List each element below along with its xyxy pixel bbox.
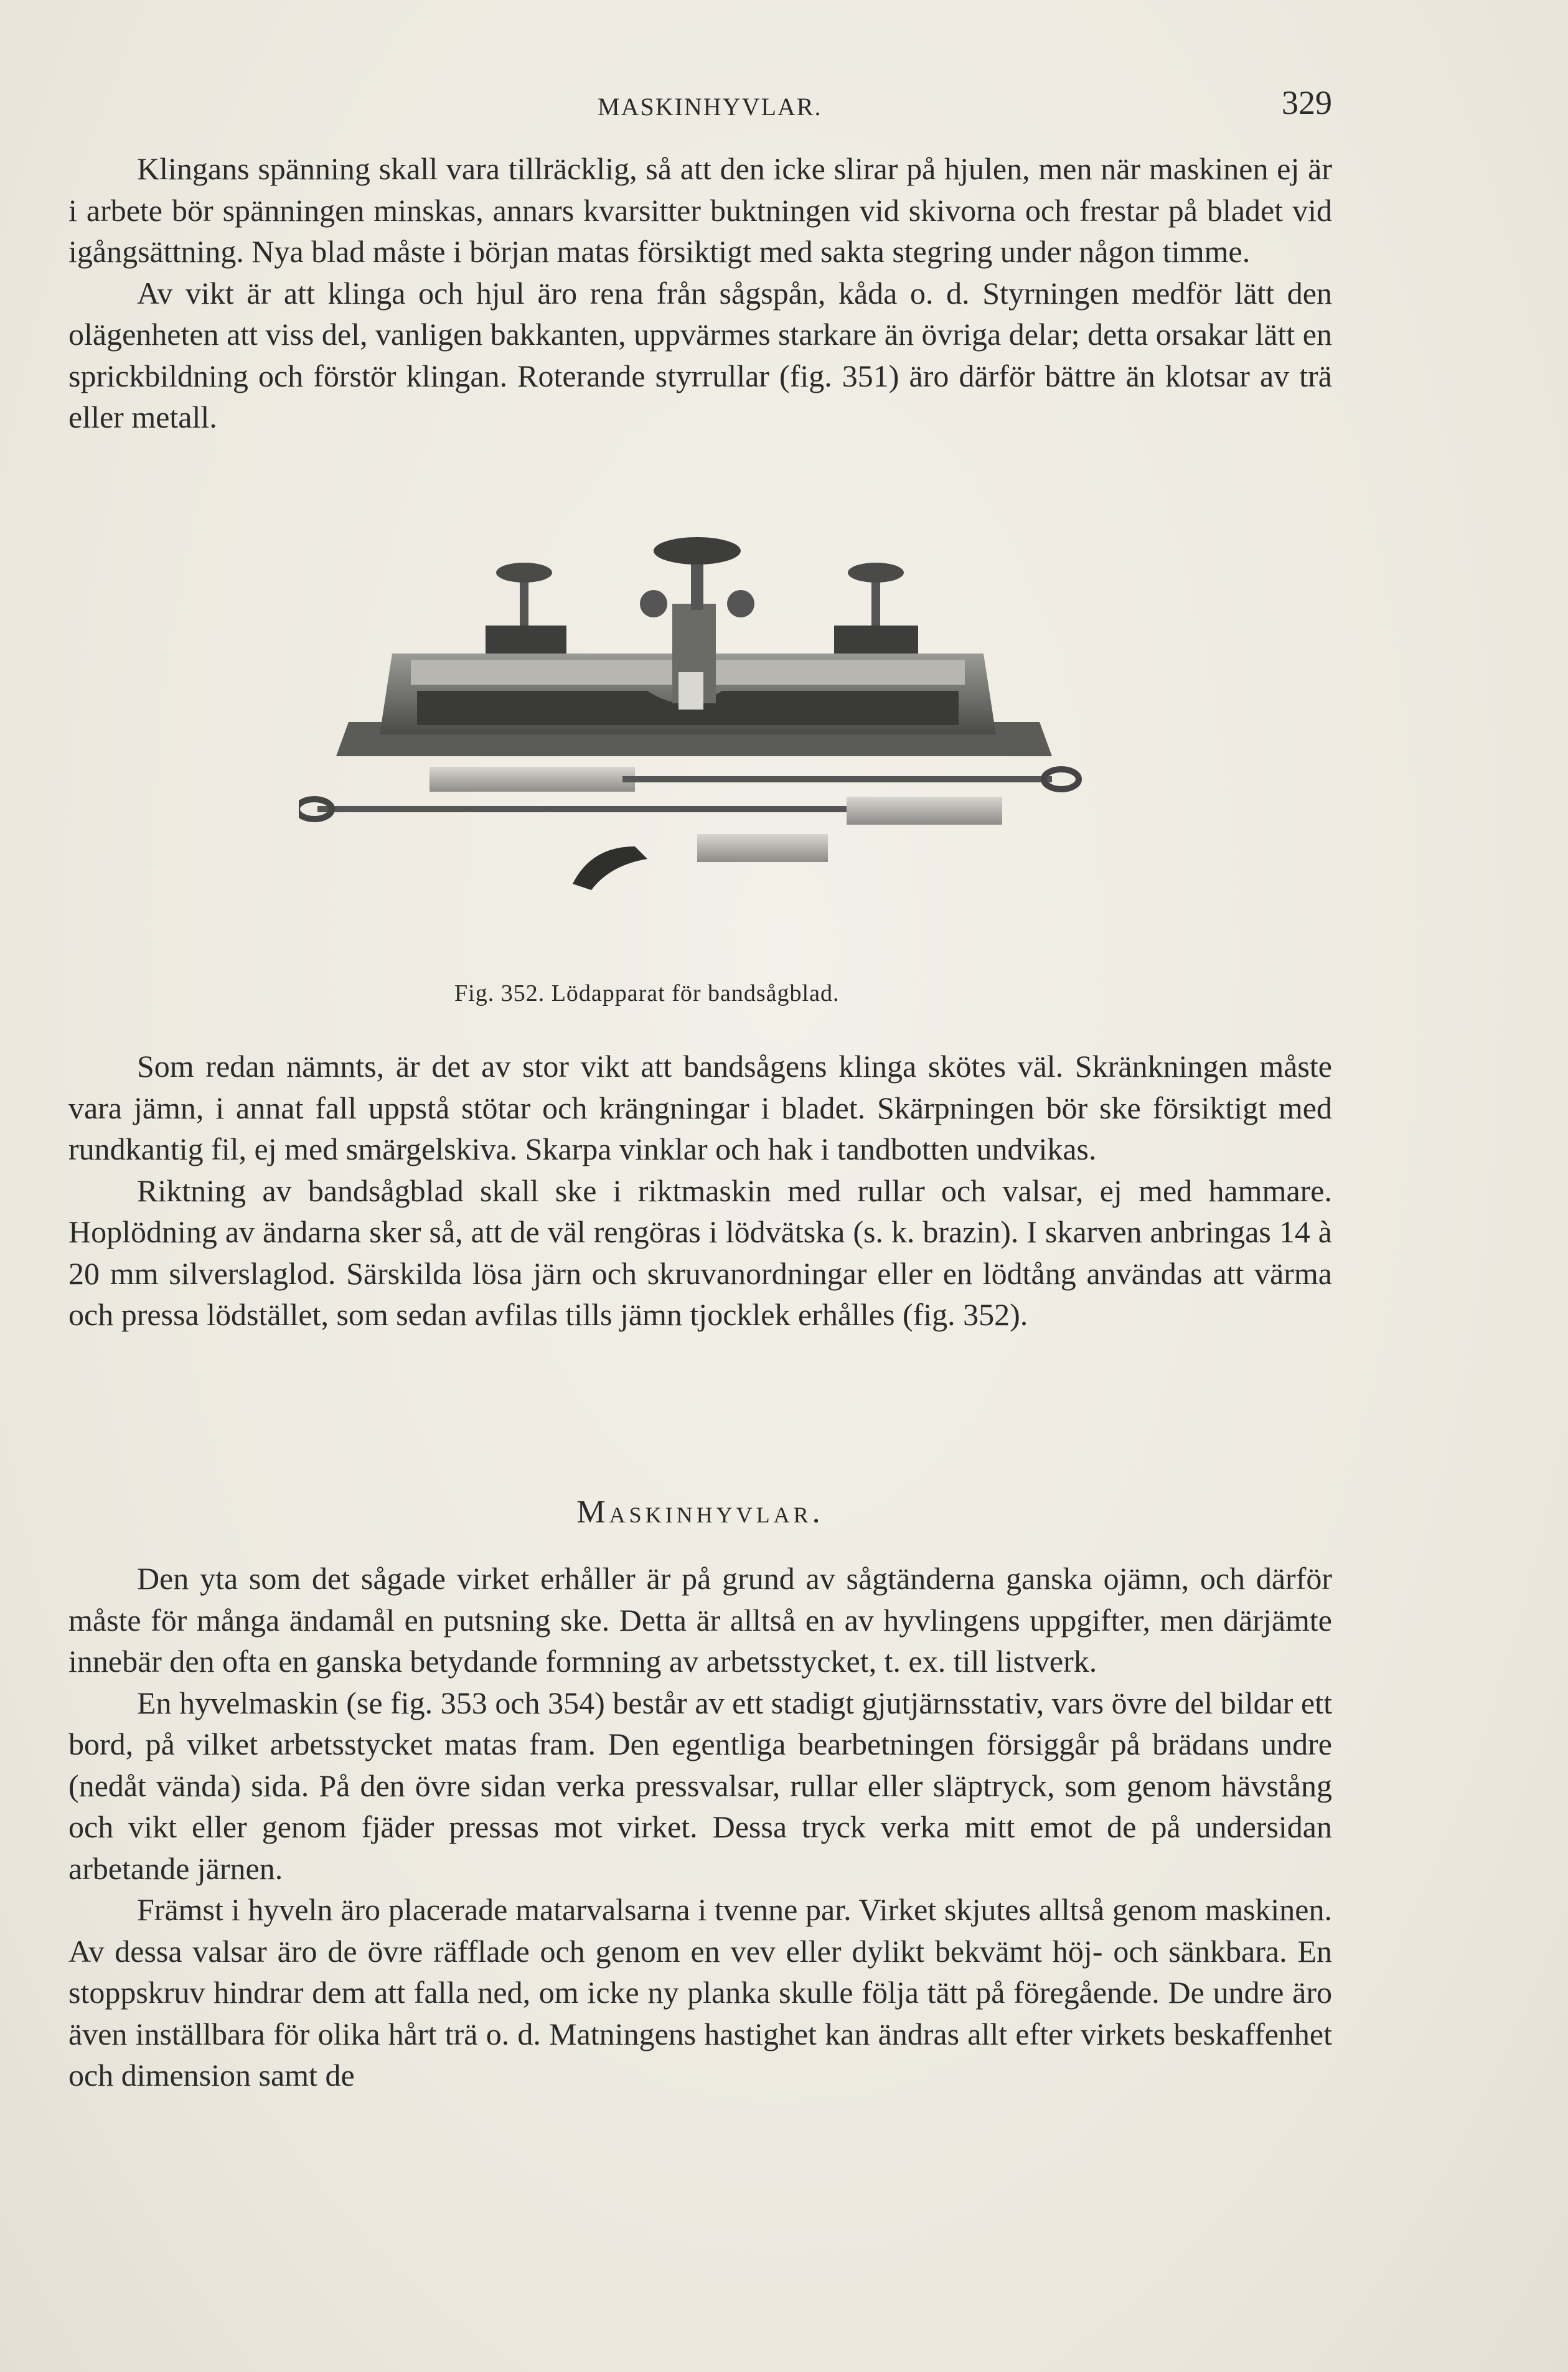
soldering-apparatus-illustration bbox=[299, 510, 1139, 921]
running-head: MASKINHYVLAR. bbox=[598, 93, 822, 121]
page-number: 329 bbox=[1282, 84, 1332, 121]
page-header bbox=[68, 81, 1332, 131]
paragraph: Som redan nämnts, är det av stor vikt att bandsågens klinga skötes väl. Skränkningen måste vara jämn, i annat fall uppstå stötar och krängningar i bladet. Skärpningen bör ske försiktigt med rundkantig fil, ej med smärgelskiva. Skarpa vinklar och hak i tandbotten undvikas. bbox=[68, 1049, 1332, 1166]
paragraph: En hyvelmaskin (se fig. 353 och 354) består av ett stadigt gjutjärnsstativ, vars övre del bildar ett bord, på vilket arbetsstycket matas fram. Den egentliga bearbetningen försiggår på brädans undre (nedåt vända) sida. På den övre sidan verka pressvalsar, rullar eller släptryck, som genom hävstång och vikt eller genom fjäder pressas mot virket. Dessa tryck verka mitt emot de på undersidan arbetande järnen. bbox=[68, 1685, 1332, 1886]
paragraph: Främst i hyveln äro placerade matarvalsarna i tvenne par. Virket skjutes alltså genom maskinen. Av dessa valsar äro de övre räfflade och genom en vev eller dylikt bekvämt höj- och sänkbara. En stoppskruv hindrar dem att falla ned, om icke ny planka skulle följa tätt på föregående. De undre äro även inställbara för olika hårt trä o. d. Matningens hastighet kan ändras allt efter virkets beskaffenhet och dimension samt de bbox=[68, 1892, 1332, 2093]
paragraph: Den yta som det sågade virket erhåller är på grund av sågtänderna ganska ojämn, och därför måste för många ändamål en putsning ske. Detta är alltså en av hyvlingens uppgifter, men därjämte innebär den ofta en ganska betydande formning av arbetsstycket, t. ex. till listverk. bbox=[68, 1561, 1332, 1679]
figure-caption: Fig. 352. Lödapparat för bandsågblad. bbox=[454, 980, 840, 1006]
figure-soldering-apparatus bbox=[299, 510, 1139, 921]
paragraph: Av vikt är att klinga och hjul äro rena från sågspån, kåda o. d. Styrningen medför lätt den olägenheten att viss del, vanligen bakkanten, uppvärmes starkare än övriga delar; detta orsakar lätt en sprickbildning och förstör klingan. Roterande styrrullar (fig. 351) äro därför bättre än klotsar av trä eller metall. bbox=[68, 275, 1332, 434]
paragraph: Riktning av bandsågblad skall ske i riktmaskin med rullar och valsar, ej med hammare. Hoplödning av ändarna sker så, att de väl rengöras i lödvätska (s. k. brazin). I skarven anbringas 14 à 20 mm silverslaglod. Särskilda lösa järn och skruvanordningar eller en lödtång användas att värma och pressa lödstället, som sedan avfilas tills jämn tjocklek erhålles (fig. 352). bbox=[68, 1173, 1332, 1332]
paragraph: Klingans spänning skall vara tillräcklig, så att den icke slirar på hjulen, men när maskinen ej är i arbete bör spänningen minskas, annars kvarsitter buktningen vid skivorna och frestar på bladet vid igångsättning. Nya blad måste i början matas försiktigt med sakta stegring under någon timme. bbox=[68, 151, 1332, 269]
text-block-3 bbox=[68, 1558, 1332, 2096]
text-block-2 bbox=[68, 1046, 1332, 1336]
section-title: Maskinhyvlar. bbox=[576, 1494, 824, 1530]
text-block-1 bbox=[68, 148, 1332, 438]
